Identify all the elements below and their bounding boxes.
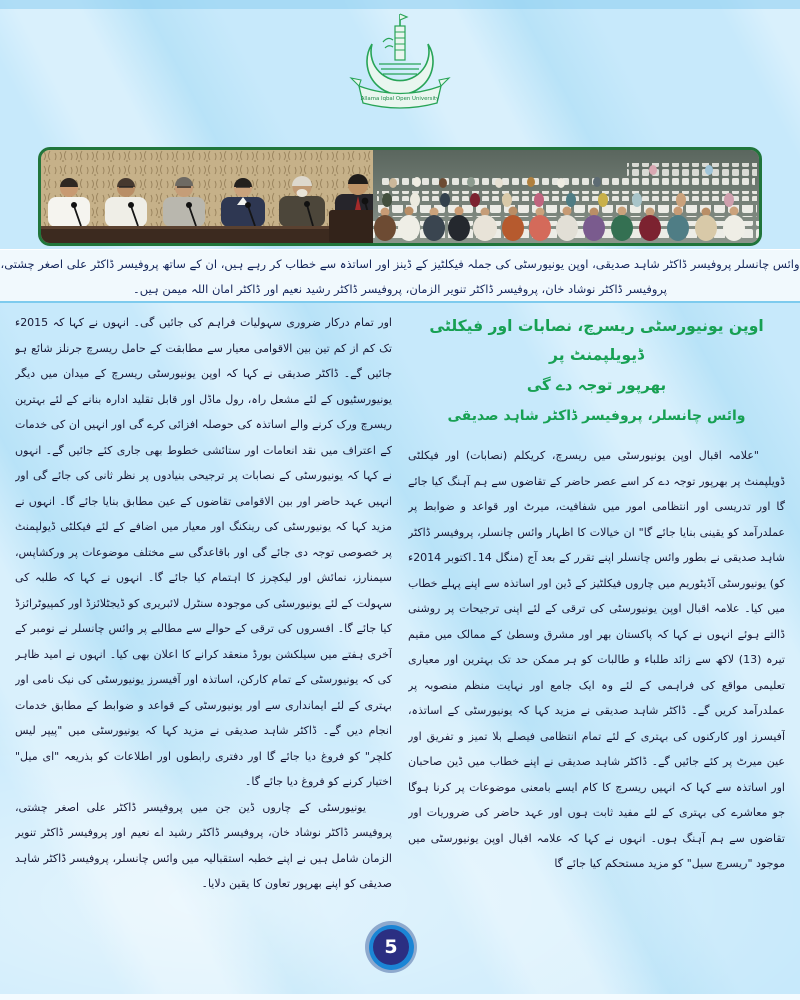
university-logo-banner-text: Allama Iqbal Open University [360, 96, 440, 102]
headline-line: اوپن یونیورسٹی ریسرچ، نصابات اور فیکلٹی ڈیویلپمنٹ پر [429, 317, 764, 364]
photo-caption-line: پروفیسر ڈاکٹر نوشاد خان، پروفیسر ڈاکٹر تنویر الزمان، پروفیسر ڈاکٹر رشید نعیم اور ڈاکٹر امان اللہ میمن ہیں۔ [133, 282, 667, 296]
bottom-edge-strip [0, 994, 800, 1000]
university-logo [339, 8, 461, 120]
conference-photo-illustration [41, 150, 759, 243]
photo-caption [0, 249, 800, 303]
article-column-first [408, 310, 785, 916]
article-headline [408, 312, 785, 431]
audience-hall [373, 150, 759, 243]
article-body [15, 310, 785, 916]
headline-line: بھرپور توجہ دے گی [526, 376, 667, 394]
page-number-ring [369, 925, 414, 970]
article-paragraph: یونیورسٹی کے چاروں ڈین جن میں پروفیسر ڈاکٹر علی اصغر چشتی، پروفیسر ڈاکٹر نوشاد خان، پروفیسر ڈاکٹر رشید اے نعیم اور پروفیسر ڈاکٹر تنویر الزمان شامل ہیں نے اپنے خطبہ استقبالیہ میں وائس چانسلر، پروفیسر ڈاکٹر شاہد صدیقی کو اپنے بھرپور تعاون کا یقین دلایا۔ [15, 800, 392, 890]
headline-line: وائس چانسلر، پروفیسر ڈاکٹر شاہد صدیقی [447, 408, 746, 424]
page-number-badge [365, 921, 417, 973]
conference-photo [38, 147, 762, 246]
article-paragraph: اور تمام درکار ضروری سہولیات فراہم کی جائیں گی۔ انہوں نے کہا کہ 2015ء تک کم از کم تین بین الاقوامی معیار سے مطابقت کے حامل ریسرچ جرنلز شائع ہو جائیں گے۔ ڈاکٹر صدیقی نے کہا کہ اوپن یونیورسٹی ریسرچ کے میدان میں دیگر یونیورسٹیوں کے لئے مشعل راہ، رول ماڈل اور قابل تقلید ادارہ بنانے کے لئے بہترین ریسرچ ورک کرنے والے اساتذہ کی حوصلہ افزائی کرے گی اور انہیں ان کی خدمات کے اعتراف میں نقد انعامات اور ستائشی خطوط بھی جاری کئے جائیں گے۔ انہوں نے کہا کہ یونیورسٹی کے نصابات پر ترجیحی بنیادوں پر نظر ثانی کی جائے گی اور انہیں عہد حاضر اور بین الاقوامی تقاضوں کے عین مطابق بنایا جائے گا۔ انہوں نے مزید کہا کہ یونیورسٹی کی رینکنگ اور معیار میں اضافے کے لئے فیکلٹی ڈیولپمنٹ پر خصوصی توجہ دی جائے گی اور باقاعدگی سے مختلف موضوعات پر ورکشاپس، سیمنارز، نمائش اور لیکچرز کا اہتمام کیا جائے گا۔ انہوں نے کہا کہ طلبہ کی سہولت کے لئے یونیورسٹی کی موجودہ سنٹرل لائبریری کو ڈیجٹلائزڈ اور کمپیوٹرائزڈ کیا جائے گا۔ افسروں کی ترقی کے حوالے سے مطالبے پر وائس چانسلر نے نومبر کے آخری ہفتے میں سیلکشن بورڈ منعقد کرانے کا اعلان بھی کیا۔ انہوں نے امید ظاہر کی کہ یونیورسٹی کے تمام کارکن، اساتذہ اور آفیسرز یونیورسٹی کی نیک نامی اور بہتری کے لئے ایمانداری سے اور یونیورسٹی کے قواعد و ضوابط کے مطابق خدمات انجام دیں گے۔ ڈاکٹر شاہد صدیقی نے مزید کہا کہ یونیورسٹی میں "پیپر لیس کلچر" کو فروغ دیا جائے گا اور دفتری رابطوں اور اطلاعات کو بذریعہ "ای میل" اختیار کرنے کو فروغ دیا جائے گا۔ [15, 316, 392, 788]
photo-caption-line: وائس چانسلر پروفیسر ڈاکٹر شاہد صدیقی، اوپن یونیورسٹی کی جملہ فیکلٹیز کے ڈینز اور اساتذہ سے خطاب کر رہے ہیں، ان کے ساتھ پروفیسر ڈاکٹر علی اصغر چشتی، [0, 257, 800, 271]
speakers-panel [41, 150, 387, 243]
university-emblem-icon [339, 8, 461, 120]
article-column-second [15, 310, 392, 916]
article-paragraph: "علامہ اقبال اوپن یونیورسٹی میں ریسرچ، کریکلم (نصابات) اور فیکلٹی ڈویلپمنٹ پر بھرپور توجہ دے کر اسے عصر حاضر کے تقاضوں سے ہم آہنگ کیا جائے گا اور تدریسی اور انتظامی امور میں شفافیت، میرٹ اور قواعد و ضوابط پر عملدرآمد کو یقینی بنایا جائے گا" ان خیالات کا اظہار وائس چانسلر، پروفیسر ڈاکٹر شاہد صدیقی نے بطور وائس چانسلر اپنے تقرر کے بعد آج (منگل 14۔اکتوبر 2014ء کو) یونیورسٹی آڈیٹوریم میں چاروں فیکلٹیز کے ڈین اور اساتذہ سے اپنے پہلے خطاب میں کیا۔ علامہ اقبال اوپن یونیورسٹی کی ترقی کے لئے اپنی ترجیحات پر روشنی ڈالتے ہوئے انہوں نے کہا کہ پاکستان بھر اور مشرق وسطیٰ کے ممالک میں مقیم تیرہ (13) لاکھ سے زائد طلباء و طالبات کو ہر ممکن حد تک بہترین اور معیاری تعلیمی مواقع کی فراہمی کے لئے وہ ایک جامع اور نہایت منظم منصوبہ پر عملدرآمد کریں گے۔ ڈاکٹر شاہد صدیقی نے مزید کہا کہ یونیورسٹی کے اساتذہ، آفیسرز اور کارکنوں کی بہتری کے لئے تمام انتظامی فیصلے بلا تمیز و تفریق اور عین میرٹ پر کئے جائیں گے۔ ڈاکٹر شاہد صدیقی نے اپنے خطاب میں ڈین صاحبان اور اساتذہ سے کہا کہ انہیں ریسرچ کا کام ایسے بامعنی موضوعات پر کرنا ہوگا جو معاشرے کی بہتری کے لئے مفید ثابت ہوں اور عہد حاضر کی ضروریات اور تقاضوں سے ہم آہنگ ہوں۔ انہوں نے کہا کہ علامہ اقبال اوپن یونیورسٹی میں موجود "ریسرچ سیل" کو مزید مستحکم کیا جائے گا [408, 449, 785, 870]
page-number: 5 [373, 929, 409, 965]
